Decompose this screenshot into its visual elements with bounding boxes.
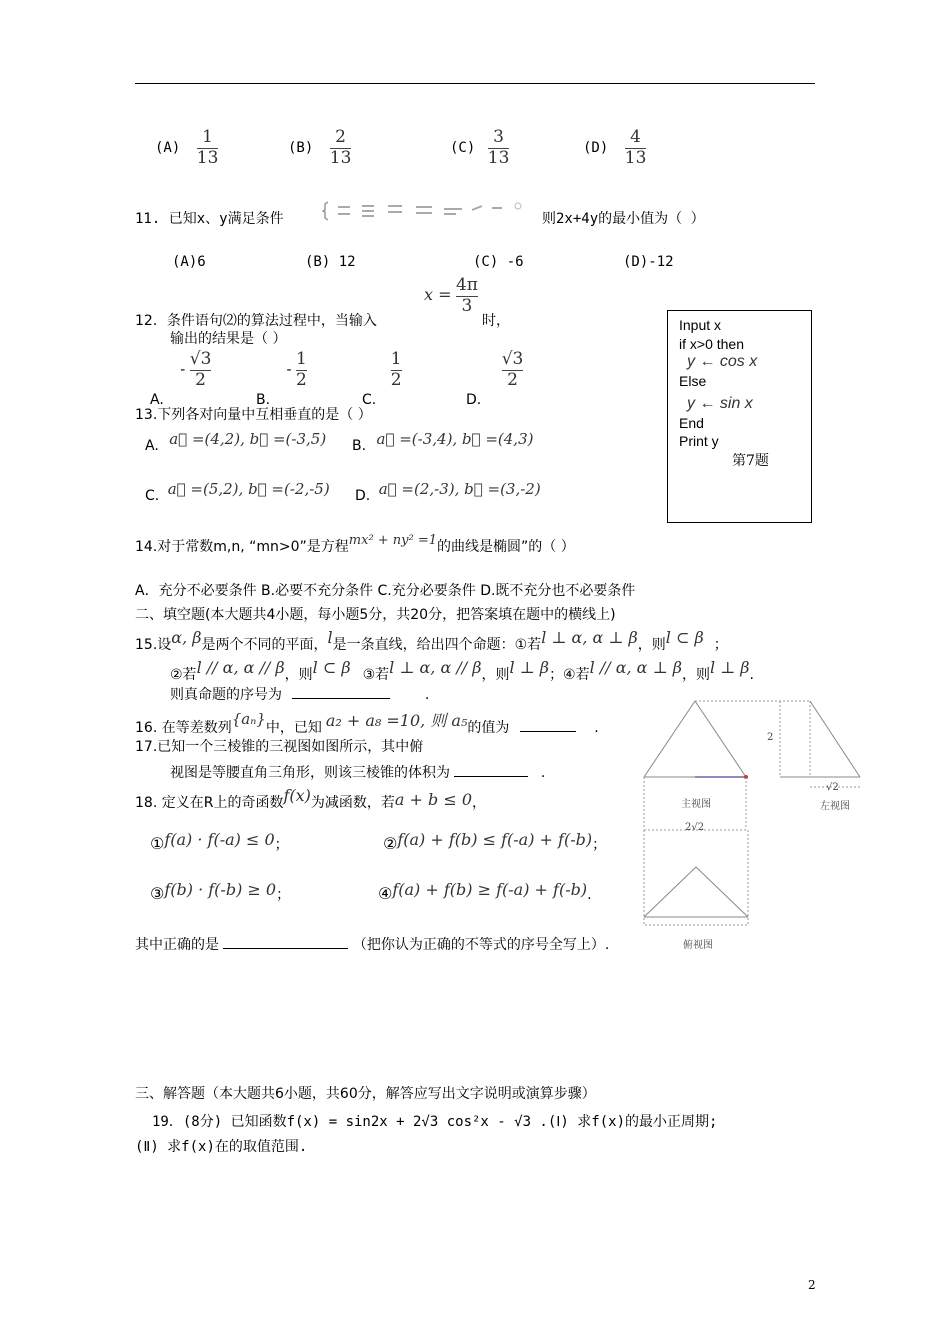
q12-option-a: A. - $\frac{√3}{2}$: [150, 349, 212, 409]
q10-option-a: (A) $\frac{1}{13}$: [155, 127, 219, 168]
view-height-label: 2: [767, 732, 774, 743]
program-caption: 第7题: [732, 453, 769, 469]
q11-option-b: (B) 12: [305, 254, 356, 270]
section3-heading: 三、解答题（本大题共6小题，共60分，解答应写出文字说明或演算步骤）: [135, 1086, 596, 1102]
q13-option-b: B. a⃗ =(-3,4), b⃗ =(4,3): [352, 430, 534, 454]
q11-stem: 11. 已知x、y满足条件: [135, 211, 284, 227]
program-line-cos: y ← cos x: [687, 353, 758, 370]
program-line-else: Else: [679, 373, 707, 389]
section2-heading: 二、填空题(本大题共4小题，每小题5分，共20分，把答案填在题中的横线上): [135, 607, 616, 623]
q12-option-d: D. $\frac{√3}{2}$: [466, 349, 524, 409]
front-view-label: 主视图: [681, 799, 711, 810]
q14-stem: 14.对于常数m,n, “mn>0”是方程mx² + ny² =1的曲线是椭圆”的（ ）: [135, 533, 575, 555]
q18-ineq-4: ④f(a) + f(b) ≥ f(-a) + f(-b).: [378, 880, 592, 903]
q18-ineq-1: ①f(a) · f(-a) ≤ 0；: [150, 830, 289, 853]
q11-conditions-image: [322, 200, 532, 222]
q11-option-a: (A)6: [172, 254, 206, 270]
q11-option-d: (D)-12: [623, 254, 674, 270]
q13-option-d: D. a⃗ =(2,-3), b⃗ =(3,-2): [355, 480, 541, 504]
program-line-sin: y ← sin x: [687, 395, 753, 412]
q13-stem: 13.下列各对向量中互相垂直的是（ ）: [135, 407, 372, 423]
top-view-label: 俯视图: [683, 940, 713, 951]
q17-line2: 视图是等腰直角三角形，则该三棱锥的体积为 .: [170, 765, 546, 781]
side-view-label: 左视图: [820, 801, 850, 812]
q16-answer-blank[interactable]: [520, 731, 576, 732]
q18-answer-blank[interactable]: [223, 948, 348, 949]
q18-ineq-2: ②f(a) + f(b) ≤ f(-a) + f(-b)；: [383, 830, 607, 853]
three-view-figure: [640, 695, 865, 950]
q15-answer-blank[interactable]: [292, 698, 390, 699]
header-rule: [135, 83, 815, 84]
q12-option-c: C. $\frac{1}{2}$: [362, 349, 402, 409]
q10-option-d: (D) $\frac{4}{13}$: [583, 127, 647, 168]
q18-stem: 18. 定义在R上的奇函数f(x)为减函数，若a + b ≤ 0，: [135, 786, 487, 811]
top-view-dimension: 2√2: [685, 822, 705, 833]
q17-line1: 17.已知一个三棱锥的三视图如图所示，其中俯: [135, 739, 424, 755]
q18-answer-line: 其中正确的是 （把你认为正确的不等式的序号全写上）.: [135, 937, 610, 953]
program-line-input: Input x: [679, 317, 722, 333]
q10-option-b: (B) $\frac{2}{13}$: [288, 127, 352, 168]
q11-stem-tail: 则2x+4y的最小值为（ ）: [542, 211, 705, 227]
page-number: 2: [808, 1278, 816, 1292]
q15-line3: 则真命题的序号为 .: [170, 687, 430, 703]
q10-option-c: (C) $\frac{3}{13}$: [450, 127, 510, 168]
q15-line2: ②若l // α, α // β，则l ⊂ β ③若l ⊥ α, α // β，则l ⊥ β；④若l // α, α ⊥ β，则l ⊥ β.: [170, 658, 754, 683]
q12-x-value: x = $\frac{4\pi}{3}$: [424, 275, 478, 316]
q12-stem: 12．条件语句⑵的算法过程中，当输入: [135, 313, 377, 329]
q19-line2: (Ⅱ) 求f(x)在的取值范围.: [135, 1139, 308, 1155]
q18-ineq-3: ③f(b) · f(-b) ≥ 0；: [150, 880, 291, 903]
q11-option-c: (C) -6: [473, 254, 524, 270]
q13-option-a: A. a⃗ =(4,2), b⃗ =(-3,5): [145, 430, 327, 454]
q19-line1: 19．(8分) 已知函数f(x) = sin2x + 2√3 cos²x - √3 .(Ⅰ) 求f(x)的最小正周期;: [152, 1114, 718, 1130]
q16-line: 16. 在等差数列{aₙ}中，已知 a₂ + a₈ =10, 则 a₅的值为 .: [135, 710, 599, 736]
q15-line1: 15.设α, β是两个不同的平面，l是一条直线，给出四个命题：①若l ⊥ α, α ⊥ β，则l ⊂ β ；: [135, 628, 728, 653]
program-line-print: Print y: [679, 433, 719, 449]
side-view-dimension: √2: [826, 782, 839, 793]
q17-answer-blank[interactable]: [454, 776, 528, 777]
q14-options: A．充分不必要条件 B.必要不充分条件 C.充分必要条件 D.既不充分也不必要条件: [135, 583, 636, 599]
q13-option-c: C. a⃗ =(5,2), b⃗ =(-2,-5): [145, 480, 330, 504]
q12-stem-tail: 时，: [482, 313, 510, 329]
program-line-end: End: [679, 415, 704, 431]
q12-option-b: B. - $\frac{1}{2}$: [256, 349, 307, 409]
q12-line2: 输出的结果是（ ）: [170, 331, 287, 347]
program-line-if: if x>0 then: [679, 336, 744, 352]
